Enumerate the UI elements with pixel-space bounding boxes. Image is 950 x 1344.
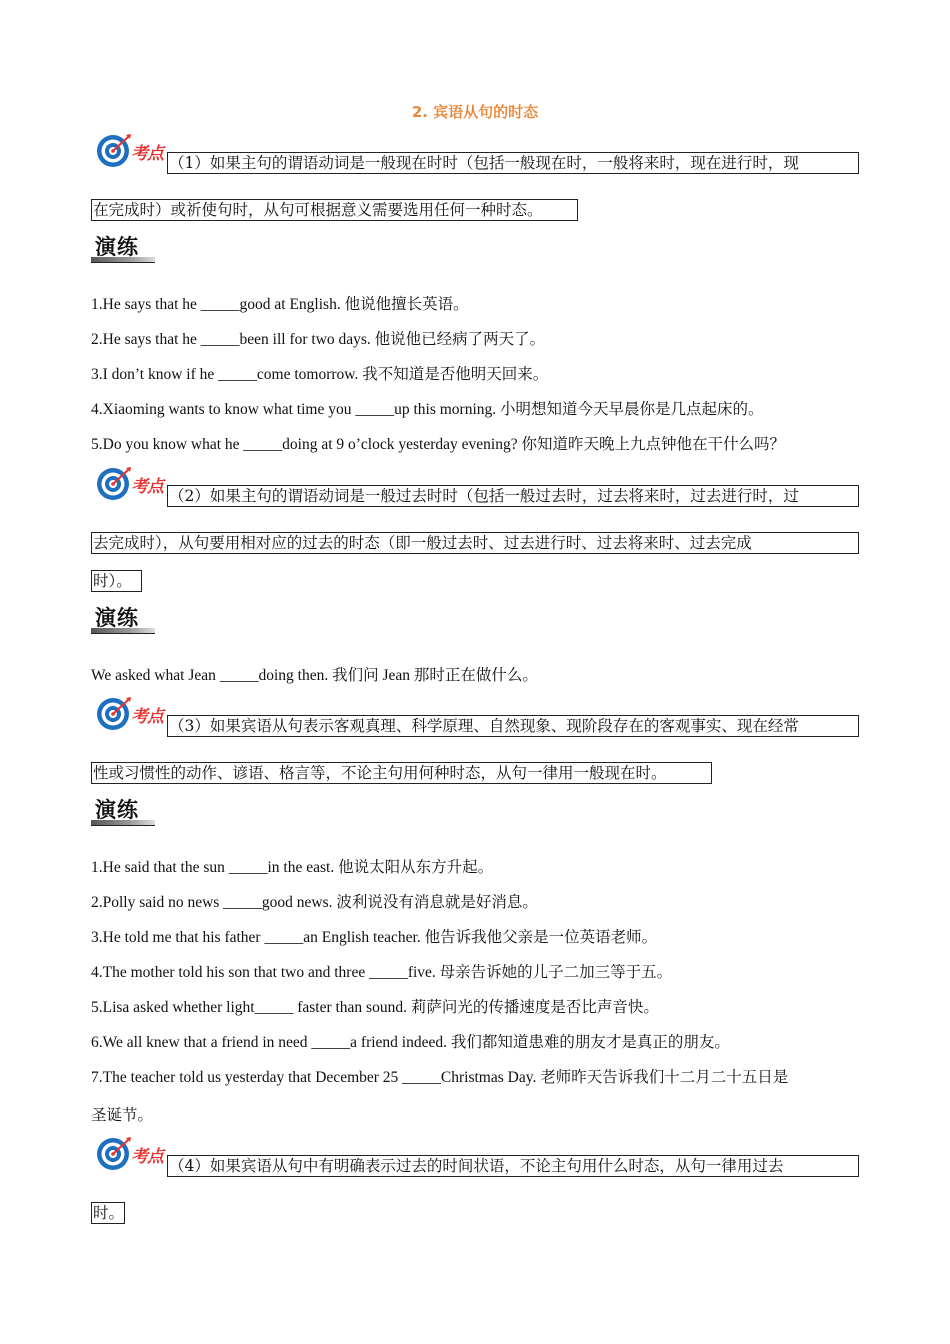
yanlian-label: 演练: [95, 798, 139, 822]
exercise-3-1: 1.He said that the sun _____in the east. 他说太阳从东方升起。: [91, 859, 494, 876]
rule-1-line-2: 在完成时）或祈使句时，从句可根据意义需要选用任何一种时态。: [91, 199, 578, 221]
target-icon: [96, 133, 132, 169]
rule-4-line-1: （4）如果宾语从句中有明确表示过去的时间状语，不论主句用什么时态，从句一律用过去: [167, 1155, 859, 1177]
yanlian-badge: [91, 602, 155, 634]
rule-3-line-2: 性或习惯性的动作、谚语、格言等，不论主句用何种时态，从句一律用一般现在时。: [91, 762, 712, 784]
yanlian-badge: [91, 794, 155, 826]
exercise-1-2: 2.He says that he _____been ill for two days. 他说他已经病了两天了。: [91, 331, 546, 348]
kaodian-label: 考点: [131, 1147, 163, 1167]
kaodian-badge: [96, 1136, 172, 1174]
exercise-3-7-cont: 圣诞节。: [91, 1107, 154, 1124]
target-icon: [96, 1136, 132, 1172]
exercise-1-3: 3.I don’t know if he _____come tomorrow. 我不知道是否他明天回来。: [91, 366, 549, 383]
yanlian-badge: [91, 231, 155, 263]
exercise-3-6: 6.We all knew that a friend in need _____a friend indeed. 我们都知道患难的朋友才是真正的朋友。: [91, 1034, 730, 1051]
exercise-3-4: 4.The mother told his son that two and three _____five. 母亲告诉她的儿子二加三等于五。: [91, 964, 673, 981]
rule-2-line-1: （2）如果主句的谓语动词是一般过去时时（包括一般过去时，过去将来时，过去进行时，过: [167, 485, 859, 507]
exercise-1-5: 5.Do you know what he _____doing at 9 o’clock yesterday evening? 你知道昨天晚上九点钟他在干什么吗？: [91, 436, 785, 453]
kaodian-badge: [96, 466, 172, 504]
yanlian-label: 演练: [95, 235, 139, 259]
kaodian-label: 考点: [131, 144, 163, 164]
kaodian-badge: [96, 696, 172, 734]
kaodian-badge: [96, 133, 172, 171]
exercise-3-2: 2.Polly said no news _____good news. 波利说没有消息就是好消息。: [91, 894, 538, 911]
page-title: 2. 宾语从句的时态: [411, 103, 539, 121]
yanlian-label: 演练: [95, 606, 139, 630]
rule-2-line-2: 去完成时），从句要用相对应的过去的时态（即一般过去时、过去进行时、过去将来时、过去完成: [91, 532, 859, 554]
exercise-1-1: 1.He says that he _____good at English. 他说他擅长英语。: [91, 296, 469, 313]
rule-3-line-1: （3）如果宾语从句表示客观真理、科学原理、自然现象、现阶段存在的客观事实、现在经常: [167, 715, 859, 737]
exercise-1-4: 4.Xiaoming wants to know what time you _____up this morning. 小明想知道今天早晨你是几点起床的。: [91, 401, 764, 418]
kaodian-label: 考点: [131, 707, 163, 727]
exercise-3-3: 3.He told me that his father _____an English teacher. 他告诉我他父亲是一位英语老师。: [91, 929, 658, 946]
rule-1-line-1: （1）如果主句的谓语动词是一般现在时时（包括一般现在时，一般将来时，现在进行时，现: [167, 152, 859, 174]
rule-4-line-2: 时。: [93, 1204, 125, 1222]
kaodian-label: 考点: [131, 477, 163, 497]
exercise-3-7: 7.The teacher told us yesterday that December 25 _____Christmas Day. 老师昨天告诉我们十二月二十五日是: [91, 1069, 789, 1086]
rule-2-line-3: 时）。: [91, 570, 142, 592]
target-icon: [96, 696, 132, 732]
target-icon: [96, 466, 132, 502]
exercise-3-5: 5.Lisa asked whether light_____ faster than sound. 莉萨问光的传播速度是否比声音快。: [91, 999, 659, 1016]
exercise-2-1: We asked what Jean _____doing then. 我们问 Jean 那时正在做什么。: [91, 667, 538, 684]
